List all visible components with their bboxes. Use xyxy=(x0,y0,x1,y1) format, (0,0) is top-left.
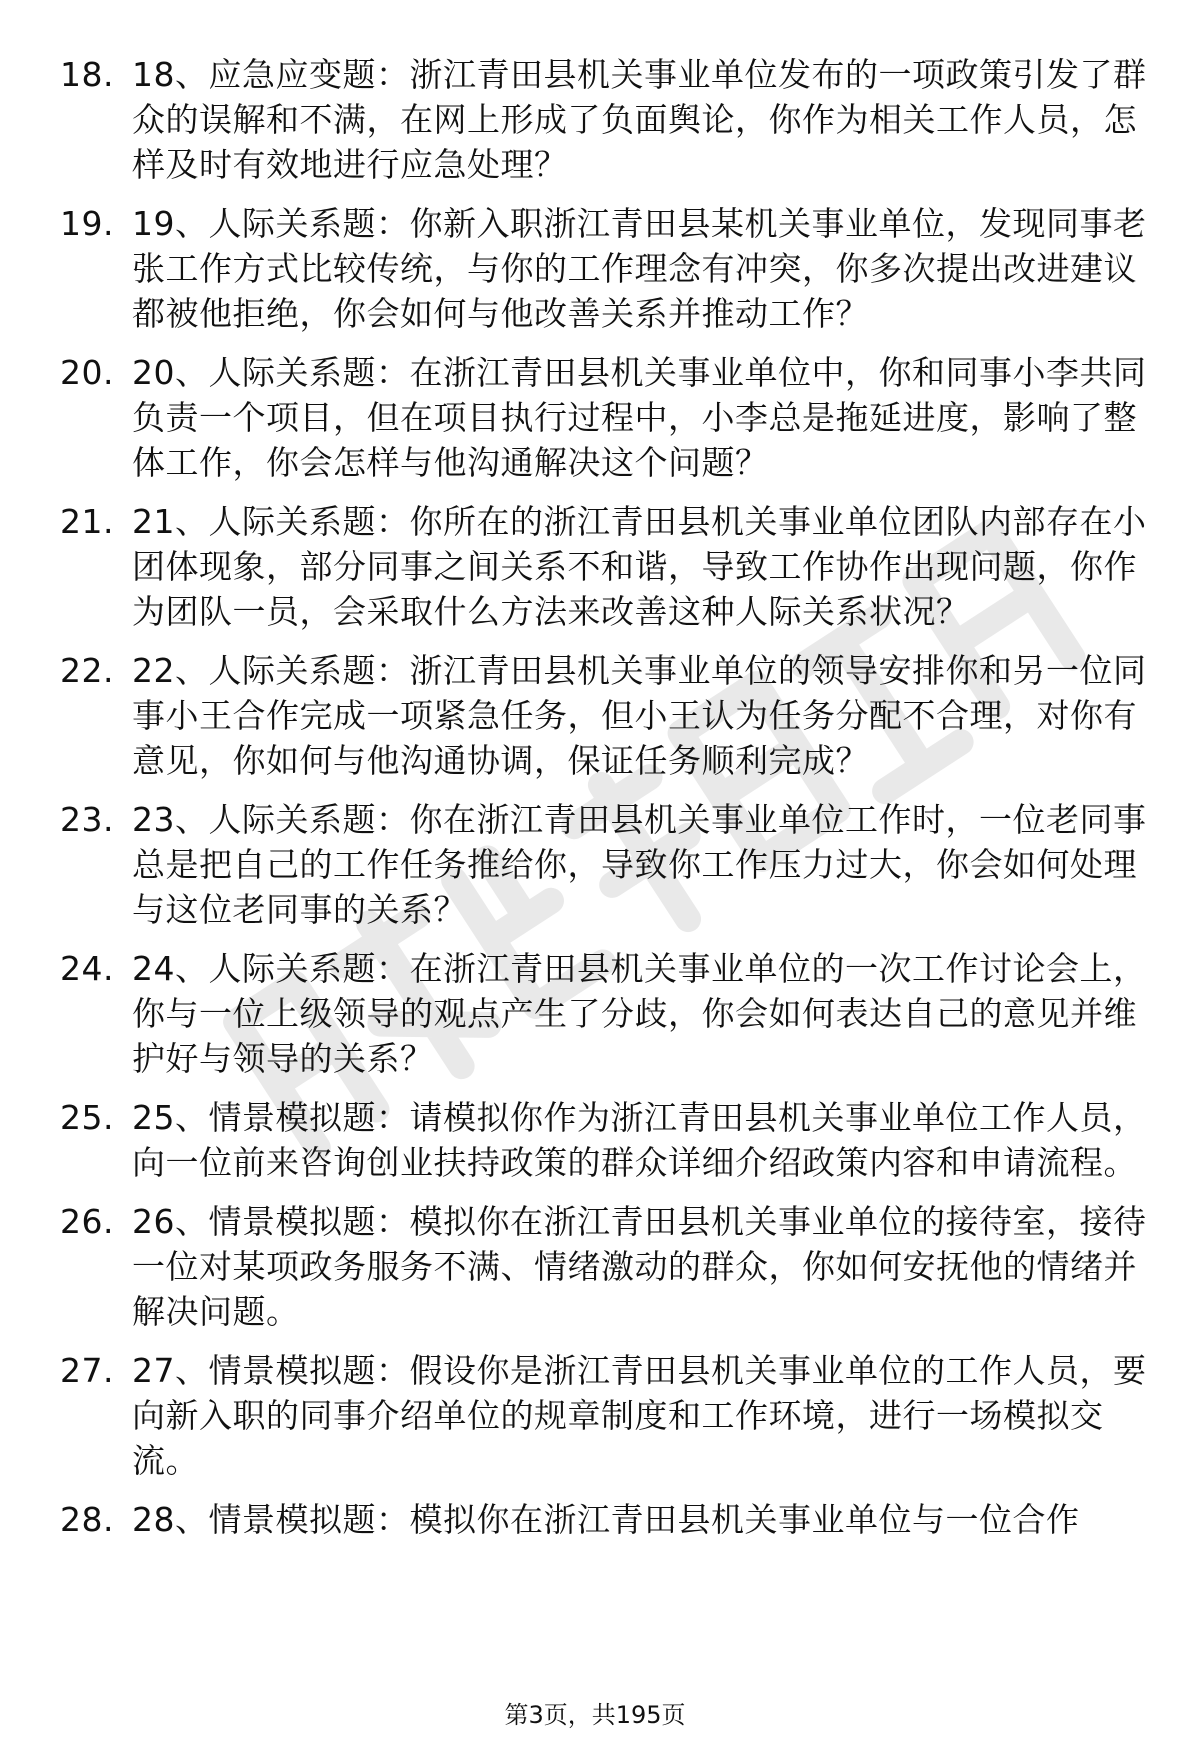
list-item-number: 22. xyxy=(60,651,114,690)
list-item-number: 25. xyxy=(60,1098,114,1137)
list-item-text: 21、人际关系题：你所在的浙江青田县机关事业单位团队内部存在小团体现象，部分同事之间关系不和谐，导致工作协作出现问题，你作为团队一员，会采取什么方法来改善这种人际关系状况？ xyxy=(132,502,1147,631)
list-item-text: 24、人际关系题：在浙江青田县机关事业单位的一次工作讨论会上，你与一位上级领导的观点产生了分歧，你会如何表达自己的意见并维护好与领导的关系？ xyxy=(132,949,1147,1078)
list-item xyxy=(60,52,1155,187)
list-item xyxy=(60,1348,1155,1483)
page-number-label: 第3页，共195页 xyxy=(504,1701,686,1729)
list-item-text: 26、情景模拟题：模拟你在浙江青田县机关事业单位的接待室，接待一位对某项政务服务不满、情绪激动的群众，你如何安抚他的情绪并解决问题。 xyxy=(132,1202,1147,1331)
list-item-text: 27、情景模拟题：假设你是浙江青田县机关事业单位的工作人员，要向新入职的同事介绍单位的规章制度和工作环境，进行一场模拟交流。 xyxy=(132,1351,1147,1480)
list-item xyxy=(60,1095,1155,1185)
list-item xyxy=(60,797,1155,932)
list-item-text: 23、人际关系题：你在浙江青田县机关事业单位工作时，一位老同事总是把自己的工作任务推给你，导致你工作压力过大，你会如何处理与这位老同事的关系？ xyxy=(132,800,1147,929)
list-item-number: 28. xyxy=(60,1500,114,1539)
list-item-number: 19. xyxy=(60,204,114,243)
list-item-number: 20. xyxy=(60,353,114,392)
list-item-text: 19、人际关系题：你新入职浙江青田县某机关事业单位，发现同事老张工作方式比较传统，与你的工作理念有冲突，你多次提出改进建议都被他拒绝，你会如何与他改善关系并推动工作？ xyxy=(132,204,1147,333)
question-list xyxy=(60,52,1155,1556)
list-item-text: 18、应急应变题：浙江青田县机关事业单位发布的一项政策引发了群众的误解和不满，在网上形成了负面舆论，你作为相关工作人员，怎样及时有效地进行应急处理？ xyxy=(132,55,1147,184)
page-footer xyxy=(0,1700,1190,1730)
list-item-text: 20、人际关系题：在浙江青田县机关事业单位中，你和同事小李共同负责一个项目，但在项目执行过程中，小李总是拖延进度，影响了整体工作，你会怎样与他沟通解决这个问题？ xyxy=(132,353,1147,482)
list-item-number: 24. xyxy=(60,949,114,988)
list-item-number: 26. xyxy=(60,1202,114,1241)
list-item-text: 28、情景模拟题：模拟你在浙江青田县机关事业单位与一位合作 xyxy=(132,1500,1080,1539)
list-item xyxy=(60,499,1155,634)
list-item xyxy=(60,201,1155,336)
list-item xyxy=(60,648,1155,783)
list-item-number: 21. xyxy=(60,502,114,541)
list-item xyxy=(60,1199,1155,1334)
list-item xyxy=(60,946,1155,1081)
list-item-number: 23. xyxy=(60,800,114,839)
list-item-number: 18. xyxy=(60,55,114,94)
list-item-number: 27. xyxy=(60,1351,114,1390)
list-item-text: 22、人际关系题：浙江青田县机关事业单位的领导安排你和另一位同事小王合作完成一项紧急任务，但小王认为任务分配不合理，对你有意见，你如何与他沟通协调，保证任务顺利完成？ xyxy=(132,651,1147,780)
list-item-text: 25、情景模拟题：请模拟你作为浙江青田县机关事业单位工作人员，向一位前来咨询创业扶持政策的群众详细介绍政策内容和申请流程。 xyxy=(132,1098,1147,1182)
list-item xyxy=(60,1497,1155,1542)
list-item xyxy=(60,350,1155,485)
